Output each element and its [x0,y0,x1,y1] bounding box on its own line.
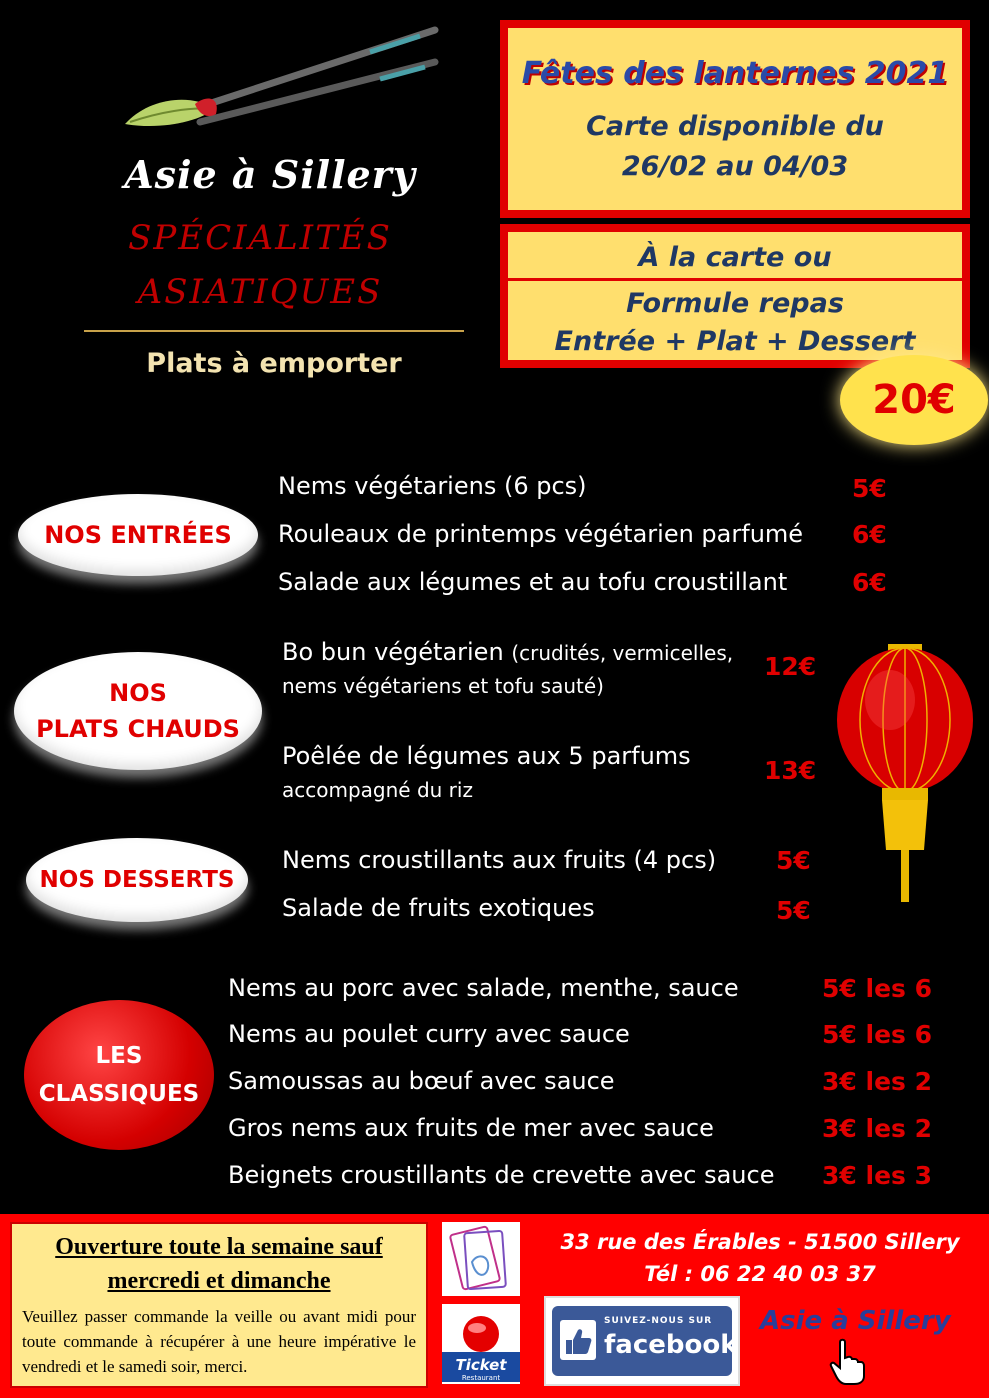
menu-item-name: Beignets croustillants de crevette avec sauce [228,1161,775,1189]
facebook-word: facebook [604,1330,738,1360]
section-plats-text-1: NOS [109,679,167,707]
section-plats-label [14,652,262,770]
menu-item-price: 6€ [852,520,887,549]
menu-item-name: Poêlée de légumes aux 5 parfums [282,742,691,770]
menu-item-detail: (crudités, vermicelles, [511,641,734,665]
section-classiques-text-2: CLASSIQUES [38,1081,200,1107]
menu-item-name: Nems au poulet curry avec sauce [228,1020,630,1048]
promo-title: Fêtes des lanternes 2021 [521,56,949,91]
chopsticks-logo-icon [120,22,450,142]
menu-item-price: 3€ les 3 [822,1161,932,1190]
section-classiques-text-1: LES [95,1043,143,1069]
order-note: Veuillez passer commande la veille ou avant midi pour toute commande à récupérer à une heure impérative le vendredi et le samedi soir, merci. [22,1307,416,1376]
menu-item-detail: accompagné du riz [282,778,473,802]
specialty-line-2: ASIATIQUES [137,272,383,312]
menu-item-price: 6€ [852,568,887,597]
promo-options-box [500,224,970,368]
thumbs-up-icon [560,1320,596,1360]
menu-item-price: 5€ les 6 [822,1020,932,1049]
section-entrees-text: NOS ENTRÉES [44,521,232,549]
option-line-3: Entrée + Plat + Dessert [554,326,916,357]
promo-dates-box [500,20,970,218]
section-entrees-label [18,494,258,576]
section-plats-text-2: PLATS CHAUDS [36,715,240,743]
specialty-line-1: SPÉCIALITÉS [128,218,392,258]
menu-item-name [282,638,733,666]
opening-line-1: Ouverture toute la semaine sauf [55,1234,383,1260]
menu-item-name: Nems végétariens (6 pcs) [278,472,587,500]
section-desserts-text: NOS DESSERTS [39,867,235,893]
ticket-sub-label: Restaurant [461,1374,501,1382]
red-lantern-icon [830,640,980,910]
menu-item-price: 13€ [764,756,817,785]
facebook-page-link[interactable]: Asie à Sillery [760,1306,951,1336]
section-classiques-label [24,1000,214,1150]
facebook-button[interactable] [544,1296,740,1386]
menu-item-price: 5€ [776,846,811,875]
menu-item-name: Gros nems aux fruits de mer avec sauce [228,1114,714,1142]
pointer-hand-icon [826,1338,870,1386]
phone-text[interactable]: Tél : 06 22 40 03 37 [644,1262,876,1286]
opening-hours-box [10,1222,428,1388]
menu-item-price: 3€ les 2 [822,1114,932,1143]
menu-item-name: Salade de fruits exotiques [282,894,595,922]
facebook-follow-text: SUIVEZ-NOUS SUR [604,1316,713,1326]
address-text: 33 rue des Érables - 51500 Sillery [560,1230,960,1254]
menu-item-price: 3€ les 2 [822,1067,932,1096]
menu-item-price: 5€ les 6 [822,974,932,1003]
formula-price-badge: 20€ [840,355,988,445]
menu-item-detail: nems végétariens et tofu sauté) [282,674,604,698]
menu-item-name: Salade aux légumes et au tofu croustillant [278,568,788,596]
menu-item-name: Samoussas au bœuf avec sauce [228,1067,615,1095]
availability-line-1: Carte disponible du [586,111,884,142]
menu-item-price: 5€ [776,896,811,925]
section-desserts-label [26,838,248,922]
takeaway-label: Plats à emporter [146,348,402,379]
header-divider [84,330,464,332]
menu-item-name: Nems croustillants aux fruits (4 pcs) [282,846,717,874]
menu-item-name: Rouleaux de printemps végétarien parfumé [278,520,804,548]
brand-name: Asie à Sillery [124,152,416,197]
availability-line-2: 26/02 au 04/03 [621,151,849,182]
cash-payment-icon [442,1222,520,1296]
menu-item-name: Nems au porc avec salade, menthe, sauce [228,974,739,1002]
contact-block [560,1226,960,1290]
menu-item-price: 5€ [852,474,887,503]
menu-item-title: Bo bun végétarien [282,638,504,666]
opening-line-2: mercredi et dimanche [107,1268,331,1294]
facebook-badge [552,1306,738,1376]
ticket-label: Ticket [455,1356,507,1374]
option-line-1: À la carte ou [508,238,962,281]
ticket-restaurant-icon [442,1304,520,1384]
menu-item-price: 12€ [764,652,817,681]
option-line-2: Formule repas [626,288,844,319]
